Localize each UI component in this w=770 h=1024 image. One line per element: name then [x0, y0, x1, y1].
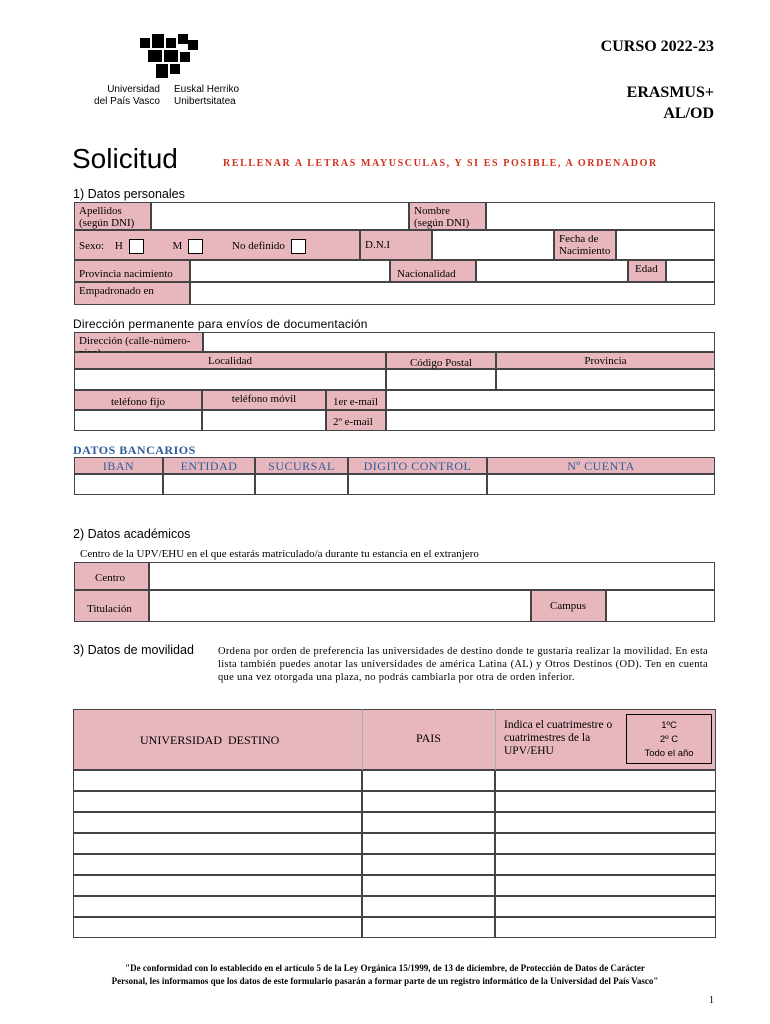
label-apellidos: Apellidos (según DNI)	[74, 202, 151, 230]
row-cuatrimestre-field[interactable]	[495, 812, 716, 833]
field-nombre[interactable]	[486, 202, 715, 230]
academic-note: Centro de la UPV/EHU en el que estarás matriculado/a durante tu estancia en el extranjero	[80, 548, 479, 560]
row-cuatrimestre-field[interactable]	[495, 854, 716, 875]
col-pais: PAIS	[416, 731, 441, 745]
bank-col-iban: IBAN	[74, 457, 163, 474]
option-todo-el-ano: Todo el año	[644, 748, 694, 759]
header-divider	[362, 709, 363, 770]
field-centro[interactable]	[149, 562, 715, 590]
row-pais-field[interactable]	[362, 812, 495, 833]
page-title: Solicitud	[72, 143, 178, 174]
field-empadronado[interactable]	[190, 282, 715, 305]
bank-col-digito-control: DIGITO CONTROL	[348, 457, 487, 474]
row-universidad-field[interactable]	[73, 896, 362, 917]
logo-text-es-1: Universidad	[107, 84, 160, 95]
cuatrimestre-options-box	[626, 714, 712, 764]
label-nombre: Nombre (según DNI)	[409, 202, 486, 230]
row-universidad-field[interactable]	[73, 812, 362, 833]
program-label-1: ERASMUS+	[626, 84, 714, 101]
row-universidad-field[interactable]	[73, 791, 362, 812]
row-cuatrimestre-field[interactable]	[495, 770, 716, 791]
label-telefono-movil: teléfono móvil	[202, 390, 326, 410]
field-email-2[interactable]	[386, 410, 715, 431]
field-titulacion[interactable]	[149, 590, 531, 622]
field-fecha-nacimiento[interactable]	[616, 230, 715, 260]
option-1c: 1ºC	[661, 720, 677, 731]
university-logo	[80, 34, 250, 114]
field-telefono-fijo[interactable]	[74, 410, 202, 431]
label-dni: D.N.I	[360, 230, 432, 260]
row-pais-field[interactable]	[362, 875, 495, 896]
checkbox-m[interactable]	[188, 239, 203, 254]
row-universidad-field[interactable]	[73, 770, 362, 791]
label-campus: Campus	[531, 590, 606, 622]
label-edad: Edad	[628, 260, 666, 282]
field-codigo-postal[interactable]	[386, 369, 496, 390]
label-fecha-nacimiento: Fecha de Nacimiento	[554, 230, 616, 260]
field-numero-cuenta[interactable]	[487, 474, 715, 495]
field-digito-control[interactable]	[348, 474, 487, 495]
label-direccion: Dirección (calle-número-	[74, 332, 203, 352]
row-universidad-field[interactable]	[73, 875, 362, 896]
logo-text-eu-2: Unibertsitatea	[174, 96, 236, 107]
label-localidad: Localidad	[74, 352, 386, 369]
row-pais-field[interactable]	[362, 770, 495, 791]
field-direccion[interactable]	[203, 332, 715, 352]
col-cuatrimestre: Indica el cuatrimestre o cuatrimestres de la UPV/EHU	[504, 719, 613, 757]
label-nacionalidad: Nacionalidad	[390, 260, 476, 282]
label-telefono-fijo: teléfono fijo	[74, 390, 202, 410]
row-pais-field[interactable]	[362, 896, 495, 917]
section-academic-heading: 2) Datos académicos	[73, 527, 191, 541]
logo-text-es-2: del País Vasco	[94, 96, 160, 107]
row-universidad-field[interactable]	[73, 833, 362, 854]
mobility-description: Ordena por orden de preferencia las universidades de destino donde te gustaría realizar la movilidad. En esta lista también puedes anotar las universidades de américa Latina (AL) y Otros Destinos (OD). Ten en cuenta que una vez otorgada una plaza, no podrás cambiarla por otra de orden inferior.	[218, 646, 708, 683]
field-email-1[interactable]	[386, 390, 715, 410]
row-cuatrimestre-field[interactable]	[495, 896, 716, 917]
field-apellidos[interactable]	[151, 202, 409, 230]
row-universidad-field[interactable]	[73, 854, 362, 875]
program-label-2: AL/OD	[663, 105, 714, 122]
field-nacionalidad[interactable]	[476, 260, 628, 282]
label-h: H	[114, 240, 123, 253]
legal-line-2: Personal, les informamos que los datos de este formulario pasarán a formar parte de un registro informático de la Universidad del País Vasco"	[111, 976, 659, 986]
bank-col-entidad: ENTIDAD	[163, 457, 255, 474]
row-cuatrimestre-field[interactable]	[495, 791, 716, 812]
label-email-1: 1er e-mail	[326, 390, 386, 410]
row-cuatrimestre-field[interactable]	[495, 917, 716, 938]
header-divider	[495, 709, 496, 770]
logo-text-eu-1: Euskal Herriko	[174, 84, 240, 95]
legal-line-1: "De conformidad con lo establecido en el artículo 5 de la Ley Orgánica 15/1999, de 13 de diciembre, de Protección de Datos de Carácter	[125, 963, 645, 973]
field-provincia[interactable]	[496, 369, 715, 390]
section-personal-heading: 1) Datos personales	[73, 187, 185, 201]
option-2c: 2º C	[659, 734, 679, 745]
row-pais-field[interactable]	[362, 791, 495, 812]
field-iban[interactable]	[74, 474, 163, 495]
field-edad[interactable]	[666, 260, 715, 282]
label-m: M	[172, 240, 183, 253]
checkbox-h[interactable]	[129, 239, 144, 254]
col-universidad-destino: UNIVERSIDAD DESTINO	[140, 733, 280, 747]
field-entidad[interactable]	[163, 474, 255, 495]
field-dni[interactable]	[432, 230, 554, 260]
label-email-2: 2º e-mail	[326, 410, 386, 431]
field-provincia-nacimiento[interactable]	[190, 260, 390, 282]
row-cuatrimestre-field[interactable]	[495, 833, 716, 854]
bank-col-sucursal: SUCURSAL	[255, 457, 348, 474]
course-label: CURSO 2022-23	[600, 38, 714, 55]
field-sucursal[interactable]	[255, 474, 348, 495]
row-pais-field[interactable]	[362, 854, 495, 875]
label-titulacion: Titulación	[74, 590, 149, 622]
row-universidad-field[interactable]	[73, 917, 362, 938]
field-localidad[interactable]	[74, 369, 386, 390]
label-sexo: Sexo:	[79, 240, 105, 253]
label-empadronado: Empadronado en	[74, 282, 190, 305]
field-telefono-movil[interactable]	[202, 410, 326, 431]
section-bank-heading: DATOS BANCARIOS	[73, 443, 196, 457]
instruction-text: RELLENAR A LETRAS MAYUSCULAS, Y SI ES POSIBLE, A ORDENADOR	[223, 158, 658, 169]
legal-notice	[0, 962, 770, 988]
row-cuatrimestre-field[interactable]	[495, 875, 716, 896]
label-centro: Centro	[74, 562, 149, 590]
label-provincia-nacimiento: Provincia nacimiento	[74, 260, 190, 282]
label-codigo-postal: Código Postal	[386, 352, 496, 369]
university-emblem-icon	[138, 34, 200, 80]
sex-row	[74, 230, 360, 260]
row-pais-field[interactable]	[362, 833, 495, 854]
field-campus[interactable]	[606, 590, 715, 622]
label-no-definido: No definido	[232, 240, 285, 253]
section-address-heading: Dirección permanente para envíos de documentación	[73, 317, 368, 331]
row-pais-field[interactable]	[362, 917, 495, 938]
section-mobility-heading: 3) Datos de movilidad	[73, 643, 194, 657]
page-number: 1	[709, 995, 714, 1006]
label-provincia: Provincia	[496, 352, 715, 369]
checkbox-no-definido[interactable]	[291, 239, 306, 254]
bank-col-numero-cuenta: Nº CUENTA	[487, 457, 715, 474]
